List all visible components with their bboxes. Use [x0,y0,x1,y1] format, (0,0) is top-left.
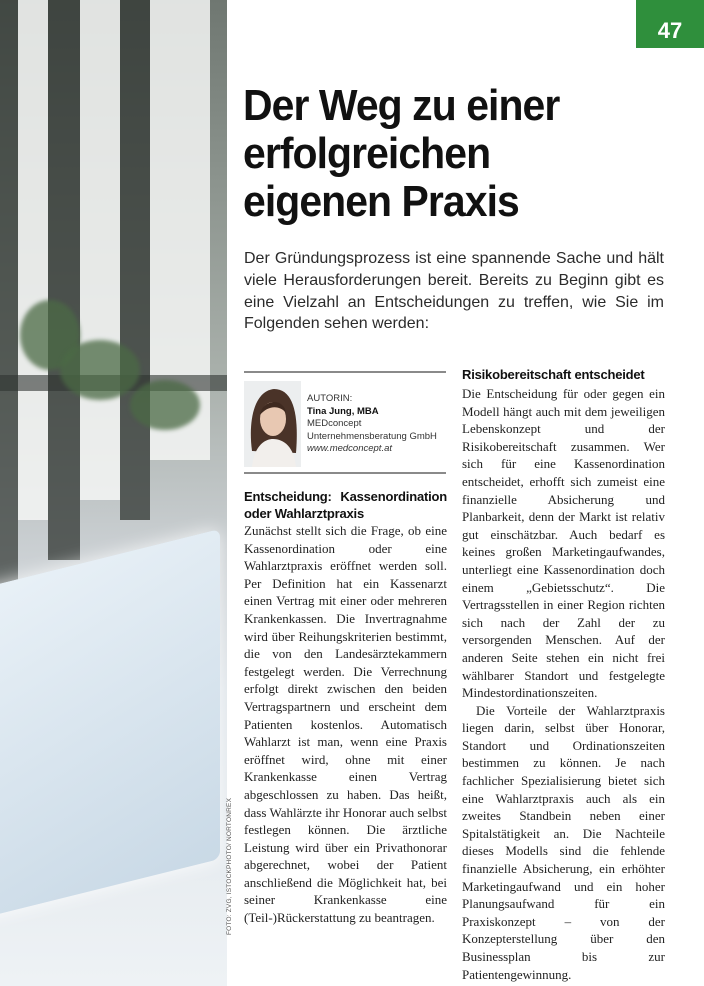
article-title [243,82,652,226]
column-left [244,488,447,927]
laptop-graphic [0,529,220,921]
author-website: www.medconcept.at [307,443,393,455]
body-paragraph: Zunächst stellt sich die Frage, ob eine Kassenordination oder eine Wahlarztpraxis eröffnet werden soll. Per Definition hat ein Kassenarzt einen Vertrag mit einer oder mehreren Krankenkassen. Die Invertragnahme wird über Reihungskriterien bestimmt, die von den Landesärztekammern festgelegt werden. Die Verrechnung erfolgt direkt zwischen den beiden Vertragspartnern und erscheint dem Patienten kostenlos. Automatisch Wahlarzt ist man, wenn eine Praxis eröffnet wird, ohne mit einer Krankenkasse einen Vertrag abgeschlossen zu haben. Das heißt, dass Wahlärzte ihr Honorar auch selbst festlegen können. Die ärztliche Leistung wird über ein Privathonorar abgerechnet, wobei der Patient anschließend die Möglichkeit hat, bei seiner Krankenkasse eine (Teil-)Rückerstattung zu beantragen. [244,523,447,926]
body-paragraph: Die Entscheidung für oder gegen ein Modell hängt auch mit dem jeweiligen Lebenskonzept und der Risikobereitschaft zusammen. Wer sich für eine Kassenordination entscheidet, erhofft sich zumeist eine finanzielle Absicherung und Planbarkeit, denn der Markt ist relativ gut einschätzbar. Auch bedarf es keines großen Marketingaufwandes, unterliegt eine Kassenordination doch einem „Gebietsschutz“. Die Vertragsstellen in einer Region richten sich nach der Zahl der zu versorgenden Menschen. Auf der anderen Seite stehen ein nicht frei wählbarer Standort und festgelegte Mindestordinationszeiten. [462,386,665,701]
body-paragraph: Die Vorteile der Wahlarztpraxis liegen darin, selbst über Honorar, Standort und Ordinationszeiten bestimmen zu können. Je nach fachlicher Spezialisierung bietet sich eine Wahlarztpraxis auch als ein zweites Standbein neben einer Spitalstätigkeit an. Die Nachteile dieses Modells sind die fehlende finanzielle Absicherung, ein erhöhter Marketingaufwand und ein hoher Planungsaufwand für ein Praxiskonzept – von der Konzepterstellung über den Businessplan bis zur Patientengewinnung. [462,702,665,982]
author-box-bottom-rule [244,472,446,474]
lead-paragraph: Der Gründungsprozess ist eine spannende Sache und hält viele Herausforderungen bereit. Bereits zu Beginn gibt es eine Vielzahl an Entscheidungen zu treffen, wie Sie im Folgenden sehen werden: [244,250,664,333]
header-photo [0,0,227,986]
column-right [462,366,665,983]
photo-credit: FOTO: ZVG, ISTOCKPHOTO/ NORTONREX [226,797,233,935]
title-line: eigenen Praxis [243,177,519,226]
page-number-tab [636,0,704,48]
author-name: Tina Jung, MBA [307,405,379,417]
page-number: 47 [657,18,683,43]
title-line: erfolgreichen [243,129,491,178]
author-info [307,393,447,456]
author-photo [244,381,301,467]
author-label: AUTORIN: [307,393,353,404]
author-box-top-rule [244,371,446,373]
section-heading: Entscheidung: Kassenordination oder Wahlarztpraxis [244,489,447,521]
section-heading: Risikobereitschaft entscheidet [462,367,645,382]
author-company: MEDconcept Unternehmensberatung GmbH [307,418,437,442]
title-line: Der Weg zu einer [243,81,560,130]
